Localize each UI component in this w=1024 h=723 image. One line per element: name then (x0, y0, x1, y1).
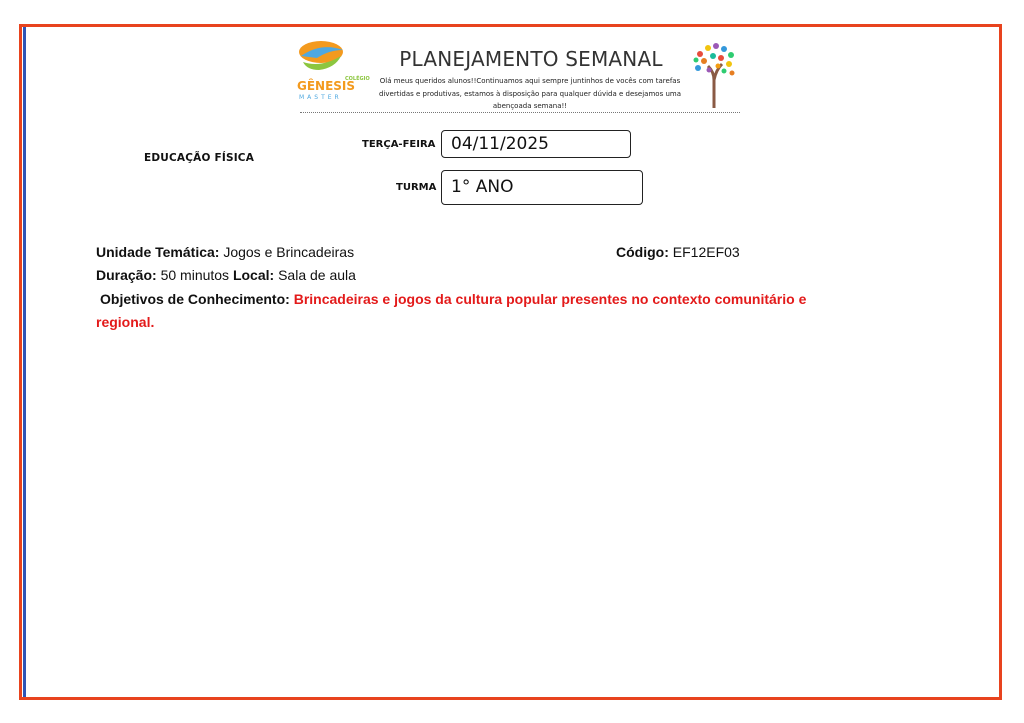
codigo-label: Código: (616, 244, 669, 260)
school-logo (295, 38, 370, 102)
date-field: 04/11/2025 (441, 130, 631, 158)
objetivos-line-2 (96, 313, 154, 331)
objetivos-value-2: regional. (96, 314, 155, 330)
unidade-value: Jogos e Brincadeiras (223, 244, 355, 260)
local-value: Sala de aula (278, 267, 356, 283)
local-label: Local: (232, 267, 275, 283)
day-label: TERÇA-FEIRA (362, 139, 436, 150)
page-border (19, 24, 1002, 700)
unidade-line (96, 243, 354, 261)
logo-colegio-text: COLÉGIO (345, 76, 370, 82)
page-title: PLANEJAMENTO SEMANAL (399, 47, 663, 71)
objetivos-label: Objetivos de Conhecimento: (100, 291, 290, 307)
left-accent-line (23, 27, 26, 697)
class-label: TURMA (396, 182, 437, 193)
tree-icon (690, 40, 738, 110)
class-field: 1° ANO (441, 170, 643, 205)
subject-label: EDUCAÇÃO FÍSICA (144, 152, 255, 164)
logo-master-text: MASTER (299, 94, 342, 101)
codigo-line (616, 243, 740, 261)
objetivos-line (100, 290, 806, 308)
duracao-line (96, 266, 356, 284)
unidade-label: Unidade Temática: (96, 244, 220, 260)
duracao-label: Duração: (96, 267, 157, 283)
codigo-value: EF12EF03 (672, 244, 740, 260)
logo-genesis-text: GÊNESIS (297, 79, 356, 93)
duracao-value: 50 minutos (160, 267, 230, 283)
welcome-message: Olá meus queridos alunos!!Continuamos aqui sempre juntinhos de vocês com tarefas divertidas e produtivas, estamos à disposição para qualquer dúvida e desejamos uma abençoada semana!! (378, 77, 681, 110)
objetivos-value-1: Brincadeiras e jogos da cultura popular presentes no contexto comunitário e (293, 291, 807, 307)
